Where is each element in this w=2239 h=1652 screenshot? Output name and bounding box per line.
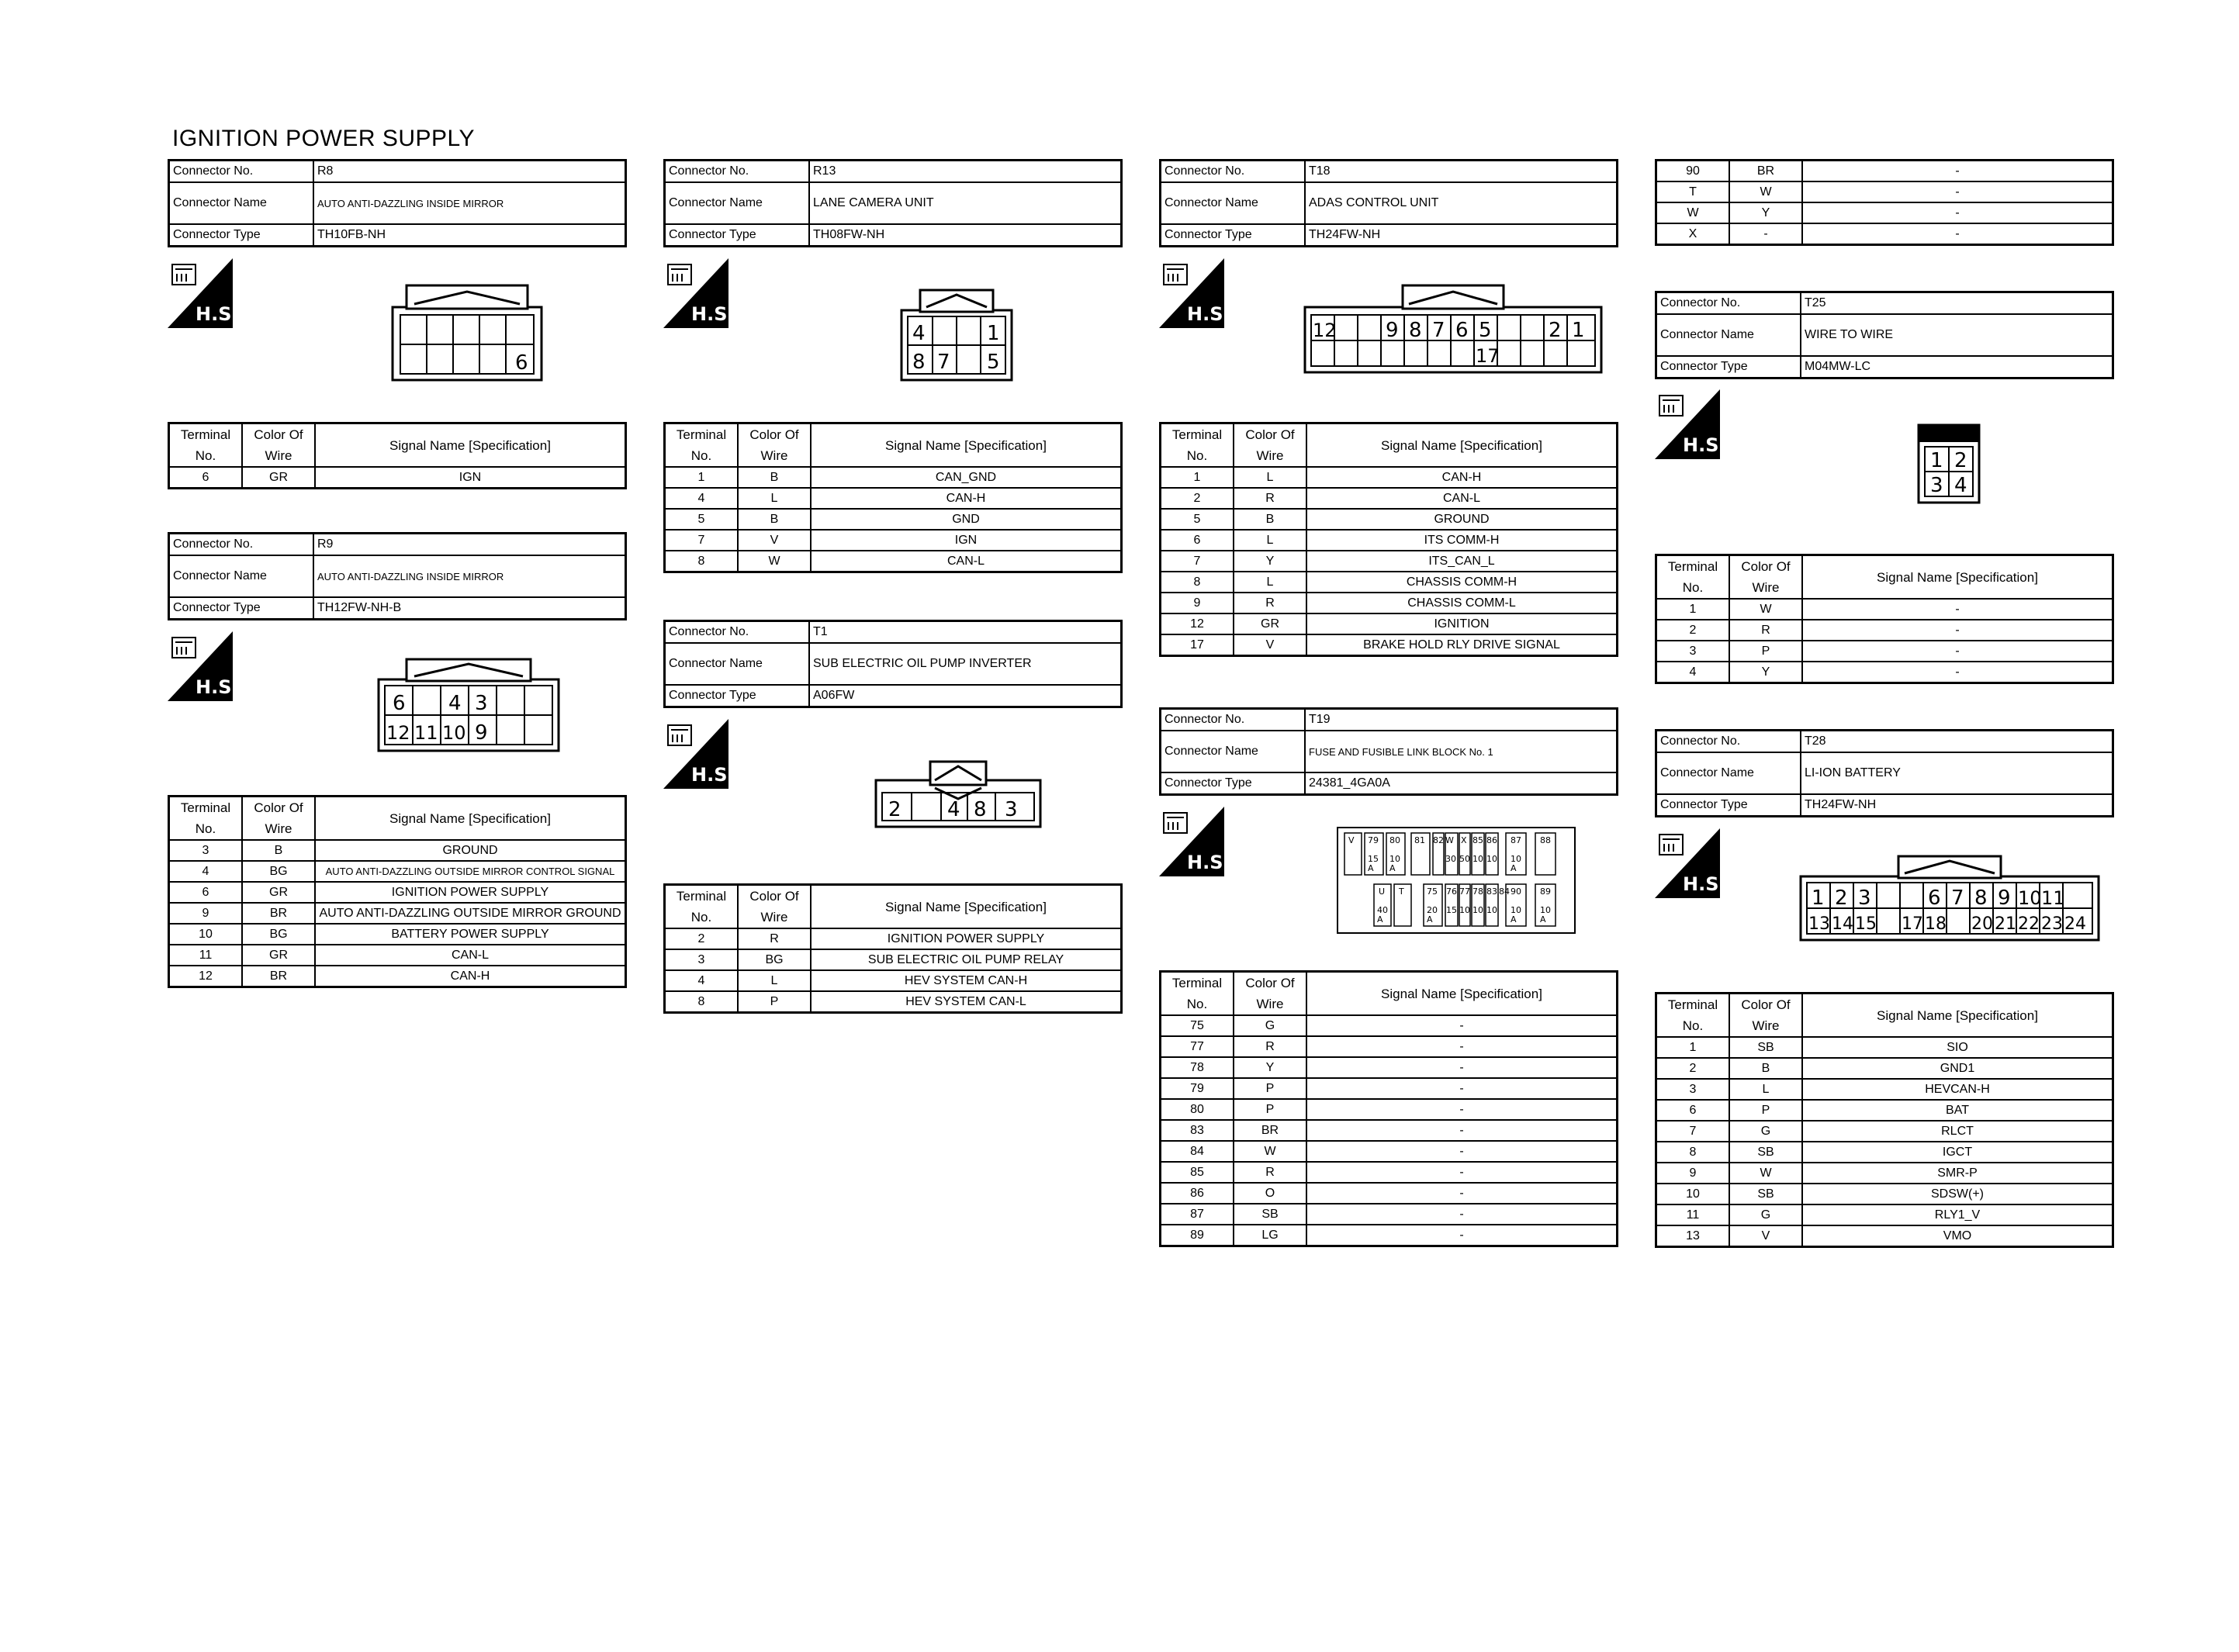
r13-pin-4: 4 xyxy=(912,322,926,345)
t1-signal-table xyxy=(663,883,1123,1014)
table-row: 1 L CAN-H xyxy=(1161,467,1618,488)
t25-pin-3: 3 xyxy=(1930,474,1943,497)
label-connector-type: Connector Type xyxy=(665,685,810,707)
t28-connector-name: LI-ION BATTERY xyxy=(1801,752,2113,794)
t28-pin-23: 23 xyxy=(2041,914,2063,934)
table-row: 12 GR IGNITION xyxy=(1161,613,1618,634)
svg-text:81: 81 xyxy=(1414,835,1425,845)
t1-connector-face xyxy=(874,760,1042,828)
table-row: 2 R - xyxy=(1656,620,2113,641)
header-signal-name: Signal Name [Specification] xyxy=(1802,994,2113,1038)
harness-side-icon xyxy=(168,631,239,701)
table-row: X - - xyxy=(1656,223,2113,245)
header-color-of-wire: Color Of Wire xyxy=(1234,972,1306,1016)
table-row: 77 R - xyxy=(1161,1036,1618,1057)
table-row: 10 BG BATTERY POWER SUPPLY xyxy=(169,924,626,945)
label-connector-name: Connector Name xyxy=(1656,314,1801,356)
t28-pin-13: 13 xyxy=(1808,914,1830,934)
table-row: 1 B CAN_GND xyxy=(665,467,1122,488)
svg-text:W: W xyxy=(1445,835,1454,845)
label-connector-type: Connector Type xyxy=(1656,356,1801,378)
svg-text:83: 83 xyxy=(1486,886,1497,897)
label-connector-type: Connector Type xyxy=(1161,224,1306,247)
table-row: 6 L ITS COMM-H xyxy=(1161,530,1618,551)
svg-text:10: 10 xyxy=(1459,905,1470,915)
header-color-of-wire: Color Of Wire xyxy=(1729,994,1802,1038)
t28-pin-2: 2 xyxy=(1835,886,1848,910)
svg-text:X: X xyxy=(1461,835,1467,845)
r13-pin-5: 5 xyxy=(987,351,1000,374)
header-signal-name: Signal Name [Specification] xyxy=(315,423,626,468)
t1-pin-4: 4 xyxy=(947,798,960,821)
t19-info-table xyxy=(1159,707,1618,796)
label-connector-no: Connector No. xyxy=(1656,731,1801,753)
label-connector-name: Connector Name xyxy=(665,643,810,685)
table-row: 10 SB SDSW(+) xyxy=(1656,1184,2113,1204)
table-row: 9 BR AUTO ANTI-DAZZLING OUTSIDE MIRROR GROUND xyxy=(169,903,626,924)
t18-pin-1: 1 xyxy=(1572,319,1585,342)
svg-text:30: 30 xyxy=(1445,854,1456,864)
r9-pin-9: 9 xyxy=(475,721,488,745)
label-connector-name: Connector Name xyxy=(1656,752,1801,794)
table-row: 1 SB SIO xyxy=(1656,1037,2113,1058)
t28-connector-type: TH24FW-NH xyxy=(1801,794,2113,817)
header-signal-name: Signal Name [Specification] xyxy=(1306,423,1618,468)
table-row: 11 GR CAN-L xyxy=(169,945,626,966)
table-row: 6 GR IGNITION POWER SUPPLY xyxy=(169,882,626,903)
header-color-of-wire: Color Of Wire xyxy=(1729,555,1802,600)
t28-pin-6: 6 xyxy=(1928,886,1941,910)
table-row: 9 R CHASSIS COMM-L xyxy=(1161,593,1618,613)
r9-pin-10: 10 xyxy=(442,722,466,744)
t28-pin-14: 14 xyxy=(1832,914,1853,934)
r13-info-table xyxy=(663,159,1123,247)
t18-pin-12: 12 xyxy=(1313,320,1337,341)
svg-text:H.S.: H.S. xyxy=(196,303,239,325)
harness-side-icon xyxy=(663,719,735,789)
header-terminal-no: Terminal No. xyxy=(1656,555,1730,600)
t28-pin-9: 9 xyxy=(1998,886,2011,910)
harness-side-icon xyxy=(1159,807,1230,876)
t28-signal-table xyxy=(1655,992,2114,1248)
svg-text:H.S.: H.S. xyxy=(1187,303,1230,325)
header-terminal-no: Terminal No. xyxy=(665,423,739,468)
table-row: 2 R IGNITION POWER SUPPLY xyxy=(665,928,1122,949)
table-row: 87 SB - xyxy=(1161,1204,1618,1225)
svg-text:78: 78 xyxy=(1472,886,1483,897)
t28-pin-3: 3 xyxy=(1858,886,1871,910)
t19-connector-name: FUSE AND FUSIBLE LINK BLOCK No. 1 xyxy=(1305,731,1618,772)
t25-connector-face xyxy=(1917,423,1981,504)
header-signal-name: Signal Name [Specification] xyxy=(1306,972,1618,1016)
svg-text:90: 90 xyxy=(1511,886,1521,897)
svg-text:15: 15 xyxy=(1446,905,1457,915)
label-connector-no: Connector No. xyxy=(1161,161,1306,183)
r9-signal-table xyxy=(168,795,627,988)
label-connector-name: Connector Name xyxy=(169,182,314,224)
t28-pin-21: 21 xyxy=(1995,914,2016,934)
svg-text:H.S.: H.S. xyxy=(1683,873,1726,895)
header-color-of-wire: Color Of Wire xyxy=(738,423,811,468)
table-row: 3 B GROUND xyxy=(169,840,626,861)
harness-side-icon xyxy=(1655,389,1726,459)
t25-connector-name: WIRE TO WIRE xyxy=(1801,314,2113,356)
table-row: 84 W - xyxy=(1161,1141,1618,1162)
label-connector-no: Connector No. xyxy=(665,161,810,183)
r13-pin-8: 8 xyxy=(912,351,926,374)
r9-pin-3: 3 xyxy=(475,692,488,715)
t1-pin-3: 3 xyxy=(1005,798,1018,821)
table-row: 85 R - xyxy=(1161,1162,1618,1183)
table-row: 83 BR - xyxy=(1161,1120,1618,1141)
r13-pin-7: 7 xyxy=(937,351,950,374)
svg-text:86: 86 xyxy=(1486,835,1497,845)
t18-pin-5: 5 xyxy=(1479,319,1492,342)
svg-text:88: 88 xyxy=(1540,835,1551,845)
header-color-of-wire: Color Of Wire xyxy=(738,885,811,929)
t1-pin-2: 2 xyxy=(888,798,901,821)
header-terminal-no: Terminal No. xyxy=(665,885,739,929)
t19-fuse-block-diagram xyxy=(1337,827,1576,934)
svg-text:10A: 10 A xyxy=(1540,905,1551,925)
t18-connector-no: T18 xyxy=(1305,161,1618,183)
t1-connector-type: A06FW xyxy=(809,685,1122,707)
svg-text:40A: 40 A xyxy=(1377,905,1388,925)
t18-pin-7: 7 xyxy=(1432,319,1445,342)
svg-text:10: 10 xyxy=(1472,854,1483,864)
svg-text:10A: 10 A xyxy=(1511,905,1521,925)
svg-text:20A: 20 A xyxy=(1427,905,1438,925)
r8-connector-name: AUTO ANTI-DAZZLING INSIDE MIRROR xyxy=(313,182,626,224)
table-row: 13 V VMO xyxy=(1656,1225,2113,1247)
t19-signal-table xyxy=(1159,970,1618,1247)
table-row: 11 G RLY1_V xyxy=(1656,1204,2113,1225)
t28-pin-18: 18 xyxy=(1925,914,1947,934)
header-terminal-no: Terminal No. xyxy=(169,797,243,841)
r9-pin-6: 6 xyxy=(393,692,406,715)
svg-text:10A: 10 A xyxy=(1511,854,1521,874)
label-connector-type: Connector Type xyxy=(1656,794,1801,817)
t18-pin-17: 17 xyxy=(1476,345,1500,367)
t18-pin-2: 2 xyxy=(1549,319,1562,342)
header-signal-name: Signal Name [Specification] xyxy=(811,423,1122,468)
harness-side-icon xyxy=(1655,828,1726,898)
label-connector-no: Connector No. xyxy=(1161,709,1306,731)
table-row: 2 R CAN-L xyxy=(1161,488,1618,509)
svg-text:U: U xyxy=(1379,886,1386,897)
table-row: 6 P BAT xyxy=(1656,1100,2113,1121)
r9-connector-name: AUTO ANTI-DAZZLING INSIDE MIRROR xyxy=(313,555,626,597)
t19-fuse-label-v: V xyxy=(1348,835,1355,845)
table-row: 3 P - xyxy=(1656,641,2113,662)
r8-connector-type: TH10FB-NH xyxy=(313,224,626,247)
svg-text:10: 10 xyxy=(1486,905,1497,915)
svg-text:H.S.: H.S. xyxy=(691,764,735,786)
table-row: W Y - xyxy=(1656,202,2113,223)
t25-pin-4: 4 xyxy=(1954,474,1967,497)
table-row: 80 P - xyxy=(1161,1099,1618,1120)
t28-pin-10: 10 xyxy=(2018,887,2042,909)
svg-text:76: 76 xyxy=(1446,886,1457,897)
t28-pin-15: 15 xyxy=(1855,914,1877,934)
t19-connector-no: T19 xyxy=(1305,709,1618,731)
label-connector-type: Connector Type xyxy=(169,224,314,247)
t25-pin-2: 2 xyxy=(1954,449,1967,472)
t18-pin-8: 8 xyxy=(1409,319,1422,342)
table-row: 79 P - xyxy=(1161,1078,1618,1099)
table-row: 5 B GND xyxy=(665,509,1122,530)
table-row: 90 BR - xyxy=(1656,161,2113,182)
table-row: 7 Y ITS_CAN_L xyxy=(1161,551,1618,572)
table-row: 3 L HEVCAN-H xyxy=(1656,1079,2113,1100)
t18-pin-9: 9 xyxy=(1386,319,1399,342)
label-connector-type: Connector Type xyxy=(665,224,810,247)
r13-connector-face xyxy=(900,289,1013,382)
table-row: 78 Y - xyxy=(1161,1057,1618,1078)
r13-connector-name: LANE CAMERA UNIT xyxy=(809,182,1122,224)
t28-connector-face xyxy=(1799,855,2100,942)
t19-continued-table xyxy=(1655,159,2114,246)
harness-side-icon xyxy=(1159,258,1230,328)
table-row: 9 W SMR-P xyxy=(1656,1163,2113,1184)
t28-info-table xyxy=(1655,729,2114,817)
r9-connector-no: R9 xyxy=(313,534,626,556)
t1-pin-8: 8 xyxy=(974,798,987,821)
table-row: T W - xyxy=(1656,181,2113,202)
table-row: 3 BG SUB ELECTRIC OIL PUMP RELAY xyxy=(665,949,1122,970)
label-connector-name: Connector Name xyxy=(1161,182,1306,224)
table-row: 17 V BRAKE HOLD RLY DRIVE SIGNAL xyxy=(1161,634,1618,656)
svg-text:87: 87 xyxy=(1511,835,1521,845)
svg-text:15A: 15 A xyxy=(1368,854,1379,874)
r9-connector-face xyxy=(377,658,560,752)
t25-pin-1: 1 xyxy=(1930,449,1943,472)
label-connector-name: Connector Name xyxy=(665,182,810,224)
table-row: 4 BG AUTO ANTI-DAZZLING OUTSIDE MIRROR CONTROL SIGNAL xyxy=(169,861,626,882)
label-connector-no: Connector No. xyxy=(1656,292,1801,315)
r9-pin-4: 4 xyxy=(448,692,462,715)
table-row: 4 L CAN-H xyxy=(665,488,1122,509)
t18-info-table xyxy=(1159,159,1618,247)
t25-info-table xyxy=(1655,291,2114,379)
t28-pin-22: 22 xyxy=(2018,914,2040,934)
t28-pin-1: 1 xyxy=(1812,886,1825,910)
header-color-of-wire: Color Of Wire xyxy=(1234,423,1306,468)
t25-signal-table xyxy=(1655,554,2114,684)
svg-text:82: 82 xyxy=(1433,835,1444,845)
table-row: 8 L CHASSIS COMM-H xyxy=(1161,572,1618,593)
svg-text:89: 89 xyxy=(1540,886,1551,897)
r13-pin-1: 1 xyxy=(987,322,1000,345)
label-connector-name: Connector Name xyxy=(169,555,314,597)
svg-text:75: 75 xyxy=(1427,886,1438,897)
svg-text:T: T xyxy=(1399,886,1404,897)
t28-connector-no: T28 xyxy=(1801,731,2113,753)
svg-text:79: 79 xyxy=(1368,835,1379,845)
svg-text:85: 85 xyxy=(1472,835,1483,845)
r8-connector-no: R8 xyxy=(313,161,626,183)
harness-side-icon xyxy=(168,258,239,328)
t1-connector-no: T1 xyxy=(809,621,1122,644)
r8-pin-6: 6 xyxy=(515,351,528,375)
svg-text:84: 84 xyxy=(1499,886,1510,897)
table-row: 6 GR IGN xyxy=(169,467,626,489)
header-terminal-no: Terminal No. xyxy=(169,423,243,468)
label-connector-type: Connector Type xyxy=(169,597,314,620)
table-row: 89 LG - xyxy=(1161,1225,1618,1246)
svg-text:H.S.: H.S. xyxy=(691,303,735,325)
table-row: 8 P HEV SYSTEM CAN-L xyxy=(665,991,1122,1013)
r8-info-table xyxy=(168,159,627,247)
t28-pin-7: 7 xyxy=(1951,886,1964,910)
header-terminal-no: Terminal No. xyxy=(1161,423,1234,468)
table-row: 8 SB IGCT xyxy=(1656,1142,2113,1163)
t18-connector-name: ADAS CONTROL UNIT xyxy=(1305,182,1618,224)
svg-text:H.S.: H.S. xyxy=(1683,434,1726,456)
t28-pin-17: 17 xyxy=(1902,914,1923,934)
table-row: 7 V IGN xyxy=(665,530,1122,551)
label-connector-no: Connector No. xyxy=(169,161,314,183)
t25-connector-no: T25 xyxy=(1801,292,2113,315)
r13-signal-table xyxy=(663,422,1123,573)
table-row: 1 W - xyxy=(1656,599,2113,620)
table-row: 86 O - xyxy=(1161,1183,1618,1204)
header-terminal-no: Terminal No. xyxy=(1161,972,1234,1016)
t28-pin-11: 11 xyxy=(2041,887,2065,909)
t18-pin-6: 6 xyxy=(1455,319,1469,342)
table-row: 75 G - xyxy=(1161,1015,1618,1036)
t1-info-table xyxy=(663,620,1123,708)
t28-pin-24: 24 xyxy=(2064,914,2086,934)
r9-pin-11: 11 xyxy=(414,722,438,744)
t28-pin-20: 20 xyxy=(1971,914,1993,934)
table-row: 5 B GROUND xyxy=(1161,509,1618,530)
svg-text:50: 50 xyxy=(1459,854,1470,864)
t28-pin-8: 8 xyxy=(1974,886,1988,910)
header-terminal-no: Terminal No. xyxy=(1656,994,1730,1038)
svg-text:10: 10 xyxy=(1486,854,1497,864)
r9-pin-12: 12 xyxy=(386,722,410,744)
page-title: IGNITION POWER SUPPLY xyxy=(172,126,475,151)
r8-connector-face xyxy=(391,284,543,382)
t1-connector-name: SUB ELECTRIC OIL PUMP INVERTER xyxy=(809,643,1122,685)
r8-signal-table xyxy=(168,422,627,489)
svg-text:H.S.: H.S. xyxy=(196,676,239,698)
t18-connector-type: TH24FW-NH xyxy=(1305,224,1618,247)
label-connector-no: Connector No. xyxy=(169,534,314,556)
header-color-of-wire: Color Of Wire xyxy=(242,797,315,841)
table-row: 2 B GND1 xyxy=(1656,1058,2113,1079)
label-connector-type: Connector Type xyxy=(1161,772,1306,795)
svg-text:10: 10 xyxy=(1472,905,1483,915)
svg-text:80: 80 xyxy=(1389,835,1400,845)
r13-connector-type: TH08FW-NH xyxy=(809,224,1122,247)
table-row: 8 W CAN-L xyxy=(665,551,1122,572)
table-row: 7 G RLCT xyxy=(1656,1121,2113,1142)
r9-info-table xyxy=(168,532,627,620)
svg-text:H.S.: H.S. xyxy=(1187,852,1230,873)
table-row: 4 Y - xyxy=(1656,662,2113,683)
t19-connector-type: 24381_4GA0A xyxy=(1305,772,1618,795)
r13-connector-no: R13 xyxy=(809,161,1122,183)
r9-connector-type: TH12FW-NH-B xyxy=(313,597,626,620)
label-connector-no: Connector No. xyxy=(665,621,810,644)
header-signal-name: Signal Name [Specification] xyxy=(315,797,626,841)
header-signal-name: Signal Name [Specification] xyxy=(811,885,1122,929)
header-signal-name: Signal Name [Specification] xyxy=(1802,555,2113,600)
table-row: 4 L HEV SYSTEM CAN-H xyxy=(665,970,1122,991)
header-color-of-wire: Color Of Wire xyxy=(242,423,315,468)
t25-connector-type: M04MW-LC xyxy=(1801,356,2113,378)
table-row: 12 BR CAN-H xyxy=(169,966,626,987)
t18-connector-face xyxy=(1303,284,1603,374)
harness-side-icon xyxy=(663,258,735,328)
svg-text:10A: 10 A xyxy=(1389,854,1400,874)
t18-signal-table xyxy=(1159,422,1618,657)
svg-text:77: 77 xyxy=(1459,886,1470,897)
label-connector-name: Connector Name xyxy=(1161,731,1306,772)
